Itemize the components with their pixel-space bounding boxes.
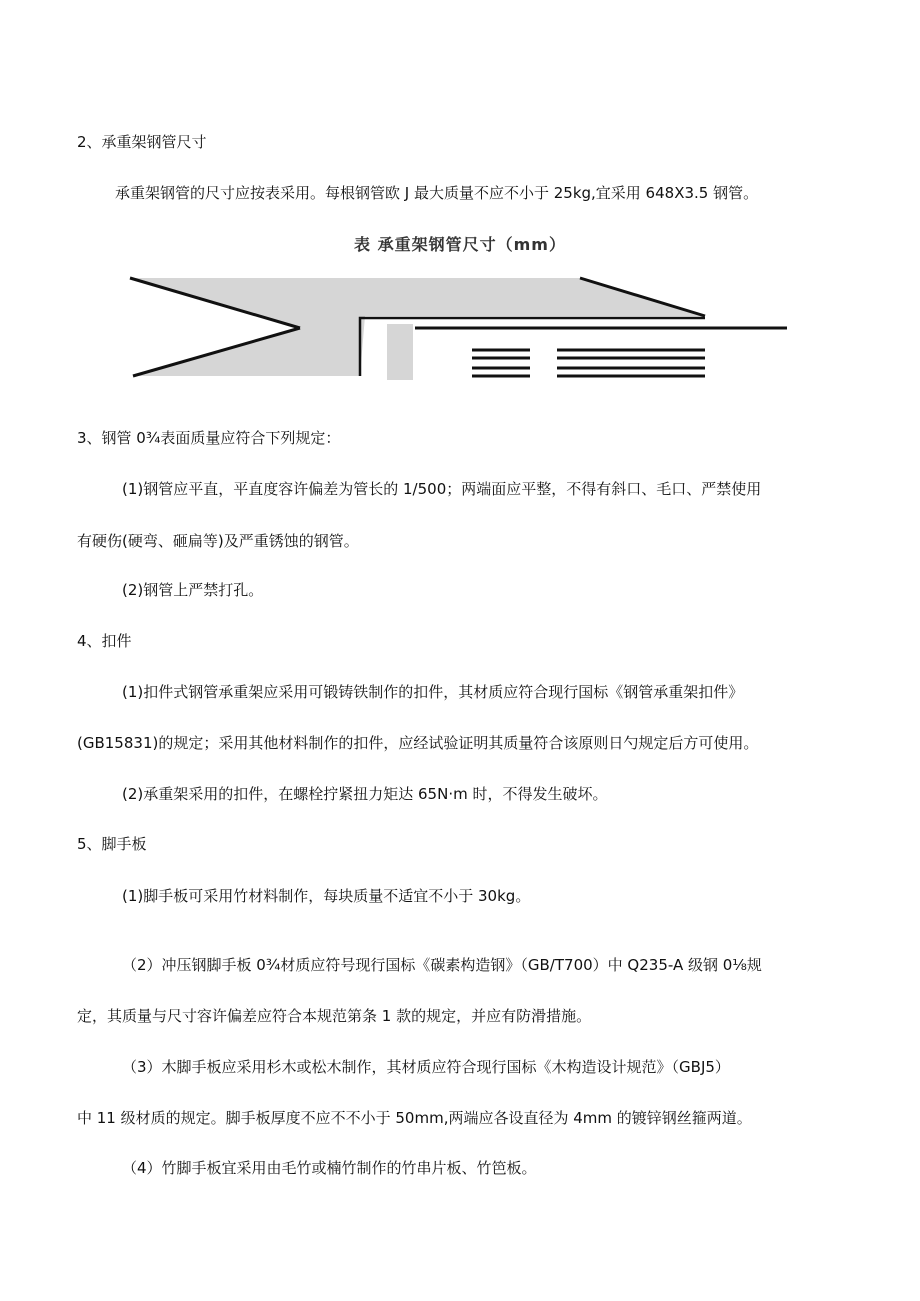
section-5-item-2-line-1: （2）冲压钢脚手板 0¾材质应符号现行国标《碳素构造钢》（GB/T700）中 Q235-A 级钢 0⅛规 <box>122 956 762 974</box>
section-4-item-2: (2)承重架采用的扣件，在螺栓拧紧扭力矩达 65N·m 时，不得发生破坏。 <box>122 785 608 803</box>
section-5-item-4: （4）竹脚手板宜采用由毛竹或楠竹制作的竹串片板、竹笆板。 <box>122 1159 537 1177</box>
section-4-item-1-line-1: (1)扣件式钢管承重架应采用可锻铸铁制作的扣件，其材质应符合现行国标《钢管承重架扣件》 <box>122 683 744 701</box>
section-2-heading: 2、承重架钢管尺寸 <box>77 133 207 151</box>
section-5-heading: 5、脚手板 <box>77 835 147 853</box>
section-4-heading: 4、扣件 <box>77 632 132 650</box>
table-figure-fragment <box>125 268 795 398</box>
section-3-item-1-line-1: (1)钢管应平直，平直度容许偏差为管长的 1/500；两端面应平整，不得有斜口、毛口、严禁使用 <box>122 480 762 498</box>
section-2-body: 承重架钢管的尺寸应按表采用。每根钢管欧 J 最大质量不应不小于 25kg,宜采用 648X3.5 钢管。 <box>115 184 759 202</box>
section-4-item-1-line-2: (GB15831)的规定；采用其他材料制作的扣件，应经试验证明其质量符合该原则日勺规定后方可使用。 <box>77 734 759 752</box>
section-3-heading: 3、钢管 0¾表面质量应符合下列规定： <box>77 429 341 447</box>
section-5-item-3-line-2: 中 11 级材质的规定。脚手板厚度不应不不小于 50mm,两端应各设直径为 4mm 的镀锌钢丝箍两道。 <box>77 1109 752 1127</box>
figure-grey-column <box>387 324 413 380</box>
section-5-item-3-line-1: （3）木脚手板应采用杉木或松木制作，其材质应符合现行国标《木构造设计规范》（GBJ5） <box>122 1058 730 1076</box>
section-5-item-2-line-2: 定，其质量与尺寸容许偏差应符合本规范第条 1 款的规定，并应有防滑措施。 <box>77 1007 592 1025</box>
table-caption: 表 承重架钢管尺寸（mm） <box>354 235 566 254</box>
section-3-item-2: (2)钢管上严禁打孔。 <box>122 581 264 599</box>
section-5-item-1: (1)脚手板可采用竹材料制作，每块质量不适宜不小于 30kg。 <box>122 887 531 905</box>
section-3-item-1-line-2: 有硬伤(硬弯、砸扁等)及严重锈蚀的钢管。 <box>77 532 359 550</box>
